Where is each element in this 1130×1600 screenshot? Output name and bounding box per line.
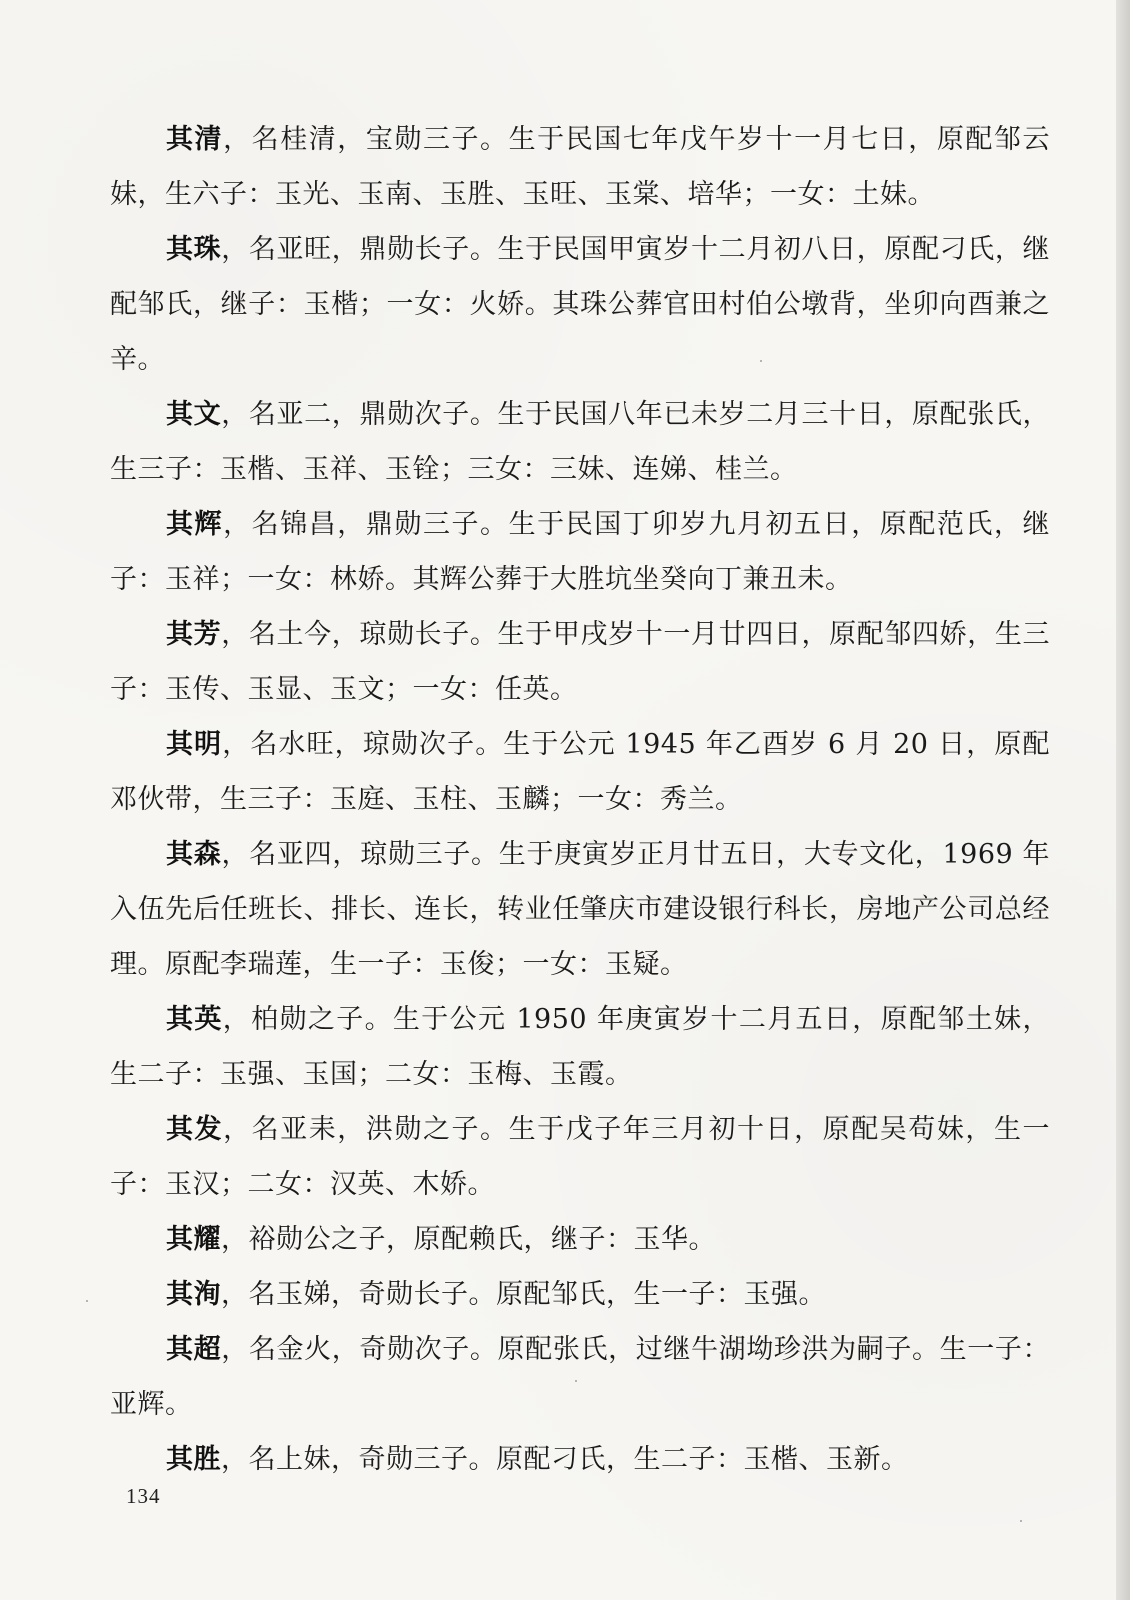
entry-name: 其明 — [166, 729, 223, 760]
entry-qiwen — [110, 387, 1050, 497]
entry-name: 其辉 — [166, 509, 224, 540]
paper-speck — [1020, 1520, 1022, 1522]
entry-text: ，名亚二，鼎勋次子。生于民国八年已未岁二月三十日，原配张氏，生三子：玉楷、玉祥、玉铨；三女：三妹、连娣、桂兰。 — [110, 399, 1051, 485]
entry-name: 其耀 — [166, 1224, 221, 1255]
entry-name: 其珠 — [166, 234, 222, 265]
entry-name: 其胜 — [166, 1444, 221, 1475]
entry-qisen — [110, 827, 1050, 992]
entry-qifa — [110, 1102, 1050, 1212]
entry-name: 其芳 — [166, 619, 222, 650]
entry-name: 其文 — [166, 399, 222, 430]
paper-speck — [760, 360, 762, 362]
entry-name: 其英 — [166, 1004, 223, 1035]
entry-name: 其森 — [166, 839, 222, 870]
entry-qiying — [110, 992, 1050, 1102]
entry-text: ，名亚耒，洪勋之子。生于戊子年三月初十日，原配吴苟妹，生一子：玉汉；二女：汉英、木娇。 — [110, 1114, 1051, 1200]
entry-qixun — [110, 1267, 1050, 1322]
genealogy-text — [110, 112, 1050, 1487]
entry-text: ，裕勋公之子，原配赖氏，继子：玉华。 — [221, 1224, 716, 1255]
entry-qihui — [110, 497, 1050, 607]
entry-qiyao — [110, 1212, 1050, 1267]
entry-name: 其洵 — [166, 1279, 221, 1310]
entry-qisheng — [110, 1432, 1050, 1487]
entry-name: 其超 — [166, 1334, 222, 1365]
entry-name: 其清 — [166, 124, 224, 155]
entry-text: ，柏勋之子。生于公元 1950 年庚寅岁十二月五日，原配邹土妹，生二子：玉强、玉国；二女：玉梅、玉霞。 — [110, 1004, 1050, 1090]
entry-qiqing — [110, 112, 1050, 222]
entry-text: ，名上妹，奇勋三子。原配刁氏，生二子：玉楷、玉新。 — [221, 1444, 909, 1475]
entry-text: ，名土今，琼勋长子。生于甲戌岁十一月廿四日，原配邹四娇，生三子：玉传、玉显、玉文；一女：任英。 — [110, 619, 1051, 705]
entry-text: ，名亚四，琼勋三子。生于庚寅岁正月廿五日，大专文化，1969 年入伍先后任班长、排长、连长，转业任肇庆市建设银行科长，房地产公司总经理。原配李瑞莲，生一子：玉俊；一女：玉疑。 — [110, 839, 1051, 980]
entry-text: ，名玉娣，奇勋长子。原配邹氏，生一子：玉强。 — [221, 1279, 826, 1310]
entry-name: 其发 — [166, 1114, 224, 1145]
entry-text: ，名桂清，宝勋三子。生于民国七年戊午岁十一月七日，原配邹云妹，生六子：玉光、玉南、玉胜、玉旺、玉棠、培华；一女：土妹。 — [110, 124, 1051, 210]
entry-qifang — [110, 607, 1050, 717]
entry-qichao — [110, 1322, 1050, 1432]
page-spine-shadow — [1116, 0, 1130, 1600]
entry-text: ，名金火，奇勋次子。原配张氏，过继牛湖坳珍洪为嗣子。生一子：亚辉。 — [110, 1334, 1051, 1420]
entry-text: ，名亚旺，鼎勋长子。生于民国甲寅岁十二月初八日，原配刁氏，继配邹氏，继子：玉楷；一女：火娇。其珠公葬官田村伯公墩背，坐卯向酉兼之辛。 — [110, 234, 1051, 375]
entry-qizhu — [110, 222, 1050, 387]
page-number: 134 — [126, 1484, 161, 1508]
entry-qiming — [110, 717, 1050, 827]
entry-text: ，名锦昌，鼎勋三子。生于民国丁卯岁九月初五日，原配范氏，继子：玉祥；一女：林娇。其辉公葬于大胜坑坐癸向丁兼丑未。 — [110, 509, 1051, 595]
paper-speck — [86, 1300, 88, 1302]
entry-text: ，名水旺，琼勋次子。生于公元 1945 年乙酉岁 6 月 20 日，原配邓伙带，生三子：玉庭、玉柱、玉麟；一女：秀兰。 — [110, 729, 1050, 815]
paper-speck — [575, 1380, 577, 1382]
